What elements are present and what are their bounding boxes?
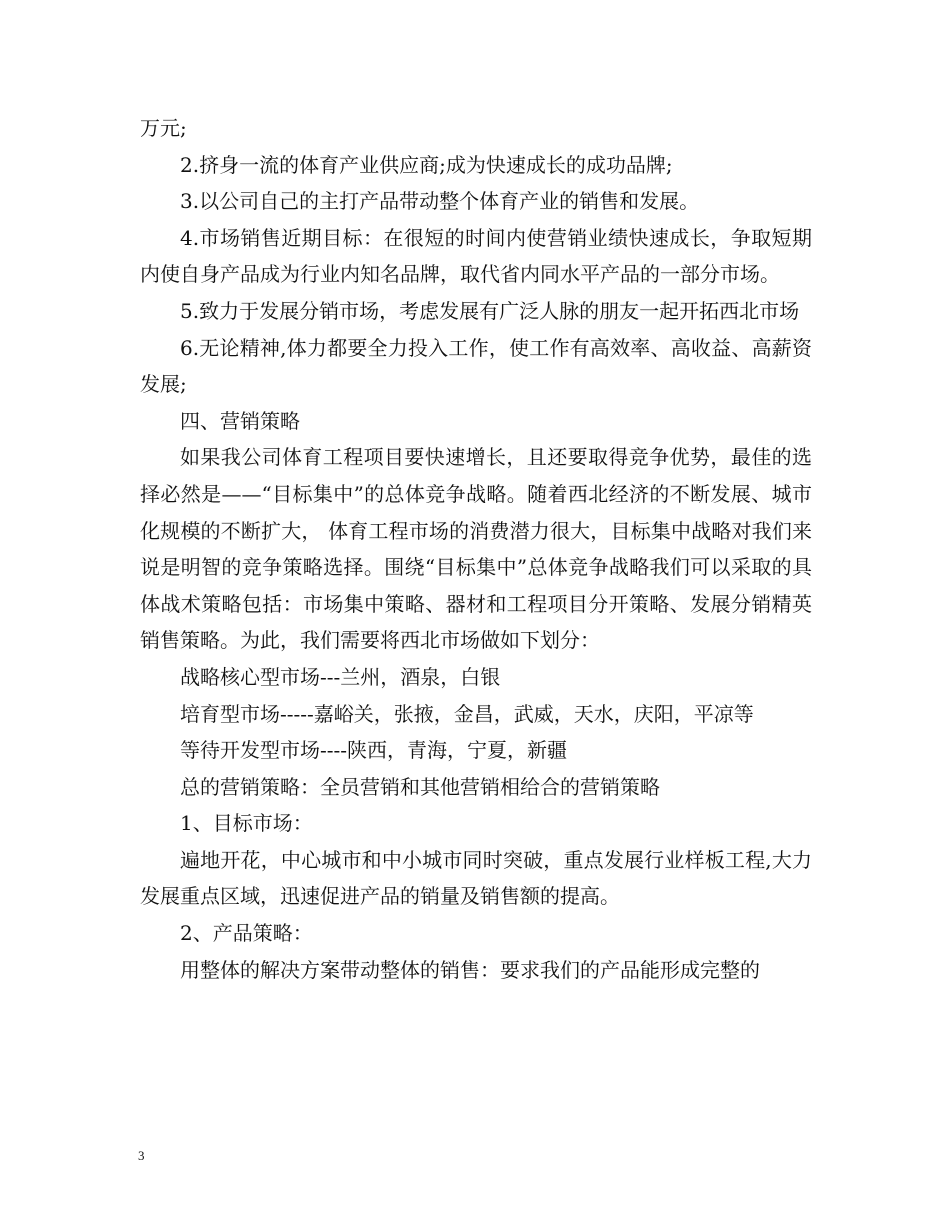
paragraph-1: 万元; xyxy=(140,116,187,140)
market-cultivate: 培育型市场-----嘉峪关，张掖，金昌，武威，天水，庆阳，平凉等 xyxy=(180,701,754,726)
paragraph-6: 6.无论精神,体力都要全力投入工作，使工作有高效率、高收益、高薪资发展; xyxy=(140,335,812,397)
page-number: 3 xyxy=(138,1148,145,1163)
paragraph-2: 2.挤身一流的体育产业供应商;成为快速成长的成功品牌; xyxy=(180,152,673,177)
paragraph-5: 5.致力于发展分销市场，考虑发展有广泛人脉的朋友一起开拓西北市场 xyxy=(180,298,800,323)
paragraph-4: 4.市场销售近期目标：在很短的时间内使营销业绩快速成长，争取短期内使自身产品成为行业内知名品牌，取代省内同水平产品的一部分市场。 xyxy=(140,225,812,287)
subheading-target-market: 1、目标市场： xyxy=(180,811,313,836)
body-text xyxy=(140,110,812,988)
section-heading: 四、营销策略 xyxy=(180,408,300,433)
overall-strategy: 总的营销策略：全员营销和其他营销相给合的营销策略 xyxy=(180,774,660,799)
market-pending: 等待开发型市场----陕西，青海，宁夏，新疆 xyxy=(180,738,568,763)
market-core: 战略核心型市场---兰州，酒泉，白银 xyxy=(180,664,501,689)
paragraph-product-strategy: 用整体的解决方案带动整体的销售：要求我们的产品能形成完整的 xyxy=(180,957,760,982)
subheading-product-strategy: 2、产品策略： xyxy=(180,921,313,946)
paragraph-target-market: 遍地开花，中心城市和中小城市同时突破，重点发展行业样板工程,大力发展重点区域，迅速促进产品的销量及销售额的提高。 xyxy=(140,847,812,909)
paragraph-strategy: 如果我公司体育工程项目要快速增长，且还要取得竞争优势，最佳的选择必然是——“目标集中”的总体竞争战略。随着西北经济的不断发展、城市化规模的不断扩大， 体育工程市场的消费潜力很大，目标集中战略对我们来说是明智的竞争策略选择。围绕“目标集中”总体竞争战略我们可以采取的具体战术策略包括：市场集中策略、器材和工程项目分开策略、发展分销精英销售策略。为此，我们需要将西北市场做如下划分： xyxy=(140,445,812,653)
paragraph-3: 3.以公司自己的主打产品带动整个体育产业的销售和发展。 xyxy=(180,189,700,214)
